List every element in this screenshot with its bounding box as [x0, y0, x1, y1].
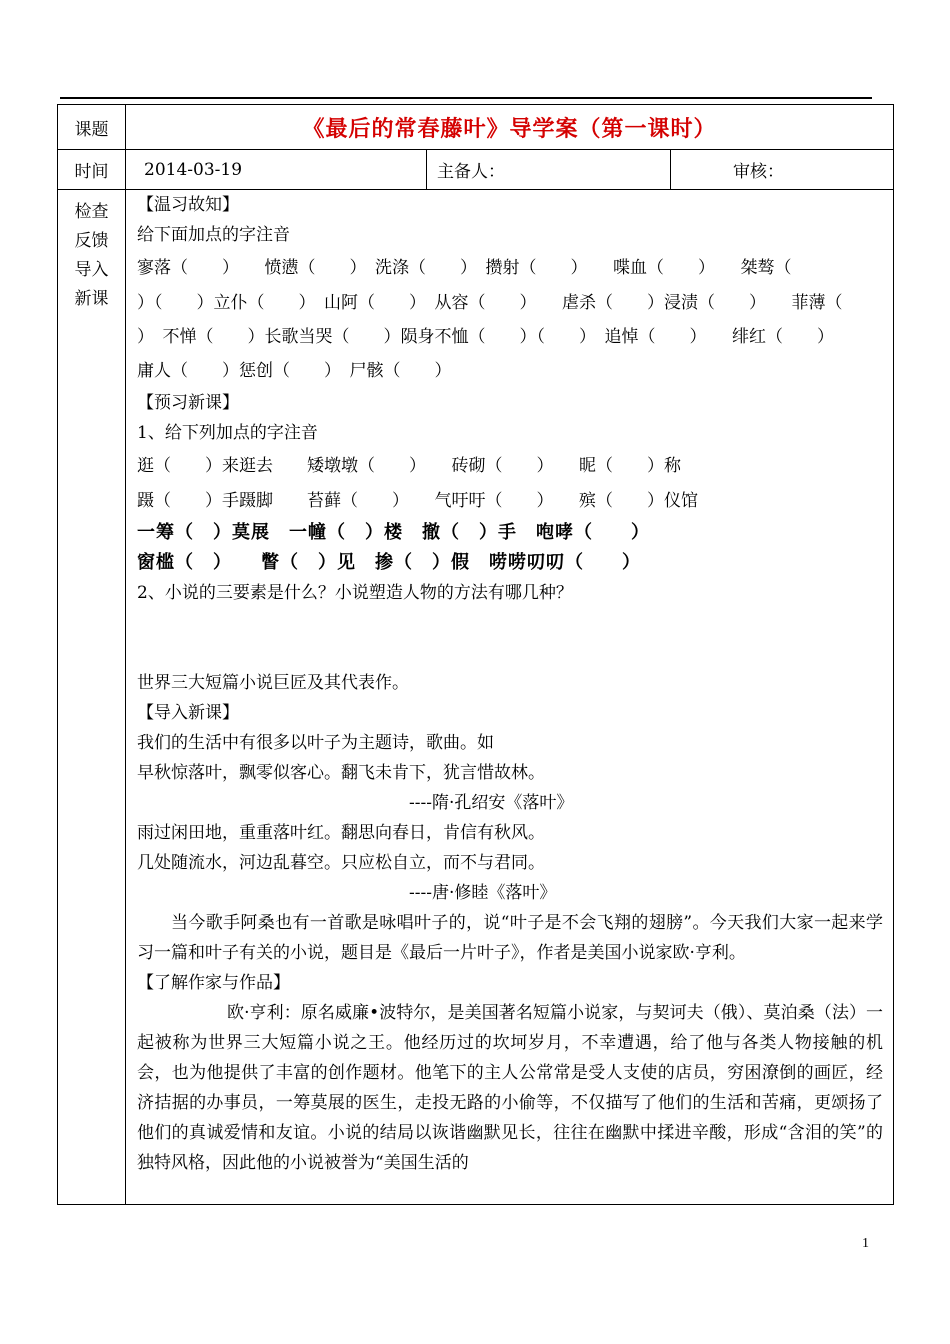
intro-paragraph: 当今歌手阿桑也有一首歌是咏唱叶子的，说“叶子是不会飞翔的翅膀”。今天我们大家一起来学习一篇和叶子有关的小说，题目是《最后一片叶子》，作者是美国小说家欧·亨利。 [137, 913, 884, 963]
side-label-column [58, 190, 126, 1205]
author-paragraph: 欧·亨利：原名威廉•波特尔，是美国著名短篇小说家，与契诃夫（俄）、莫泊桑（法）一起被称为世界三大短篇小说之王。他经历过的坎坷岁月，不幸遭遇，给了他与各类人物接触的机会，也为他提供了丰富的创作题材。他笔下的主人公常常是受人支使的店员，穷困潦倒的画匠，经济拮据的办事员，一筹莫展的医生，走投无路的小偷等，不仅描写了他们的生活和苦痛，更颂扬了他们的真诚爱情和友谊。小说的结局以诙谐幽默见长，往往在幽默中揉进辛酸，形成“含泪的笑”的独特风格，因此他的小说被誉为“美国生活的 [137, 1003, 884, 1173]
review-line: ） 不惮（ ）长歌当哭（ ）陨身不恤（ ）（ ） 追悼（ ） 绯红（ ） [137, 327, 834, 347]
review-line: 庸人（ ）惩创（ ） 尸骸（ ） [137, 361, 452, 381]
page-number: 1 [862, 1236, 869, 1251]
section-heading-review: 【温习故知】 [137, 195, 239, 215]
poem-line: 几处随流水，河边乱暮空。只应松自立，而不与君同。 [137, 853, 545, 873]
review-instruction: 给下面加点的字注音 [137, 225, 290, 245]
top-rule [60, 97, 872, 99]
worksheet-table [57, 104, 894, 1205]
title-row [58, 105, 894, 150]
date-value: 2014-03-19 [144, 159, 243, 180]
preview-bold-line: 一筹（ ）莫展 一幢（ ）楼 撤（ ）手 咆哮（ ） [137, 522, 650, 543]
preview-bold-line: 窗槛（ ） 瞥（ ）见 掺（ ）假 唠唠叨叨（ ） [137, 552, 641, 573]
reviewer-label: 审核： [733, 162, 784, 182]
content-row [58, 190, 894, 1205]
preview-line: 蹑（ ）手蹑脚 苔藓（ ） 气吁吁（ ） 殡（ ）仪馆 [137, 491, 698, 511]
topic-label: 课题 [58, 105, 126, 150]
review-line: ）（ ）立仆（ ） 山阿（ ） 从容（ ） 虐杀（ ）浸渍（ ） 菲薄（ [137, 293, 843, 313]
lesson-content [126, 190, 894, 1205]
section-heading-intro: 【导入新课】 [137, 703, 239, 723]
time-label: 时间 [58, 150, 126, 190]
section-heading-author: 【了解作家与作品】 [137, 973, 290, 993]
side-label: 检查 [74, 202, 109, 222]
poem-credit: ----唐·修睦《落叶》 [409, 883, 557, 903]
poem-line: 早秋惊落叶，飘零似客心。翻飞未肯下，犹言惜故林。 [137, 763, 545, 783]
preview-question-2: 2、小说的三要素是什么？小说塑造人物的方法有哪几种？ [137, 583, 573, 603]
side-label: 反馈 [74, 231, 109, 251]
poem-line: 雨过闲田地，重重落叶红。翻思向春日，肯信有秋风。 [137, 823, 545, 843]
review-line: 寥落（ ） 愤懑（ ） 洗涤（ ） 攒射（ ） 喋血（ ） 桀骜（ [137, 258, 792, 278]
document-title: 《最后的常春藤叶》导学案（第一课时） [126, 105, 894, 150]
side-label: 新课 [74, 289, 109, 309]
preview-line: 逛（ ）来逛去 矮墩墩（ ） 砖砌（ ） 昵（ ）称 [137, 456, 681, 476]
preparer-label: 主备人： [437, 162, 505, 182]
poem-credit: ----隋·孔绍安《落叶》 [409, 793, 574, 813]
info-row [58, 150, 894, 190]
intro-line: 我们的生活中有很多以叶子为主题诗，歌曲。如 [137, 733, 494, 753]
side-label: 导入 [74, 260, 109, 280]
preview-question-1: 1、给下列加点的字注音 [137, 423, 318, 443]
preview-masters: 世界三大短篇小说巨匠及其代表作。 [137, 673, 409, 693]
answer-space [137, 608, 883, 668]
section-heading-preview: 【预习新课】 [137, 393, 239, 413]
